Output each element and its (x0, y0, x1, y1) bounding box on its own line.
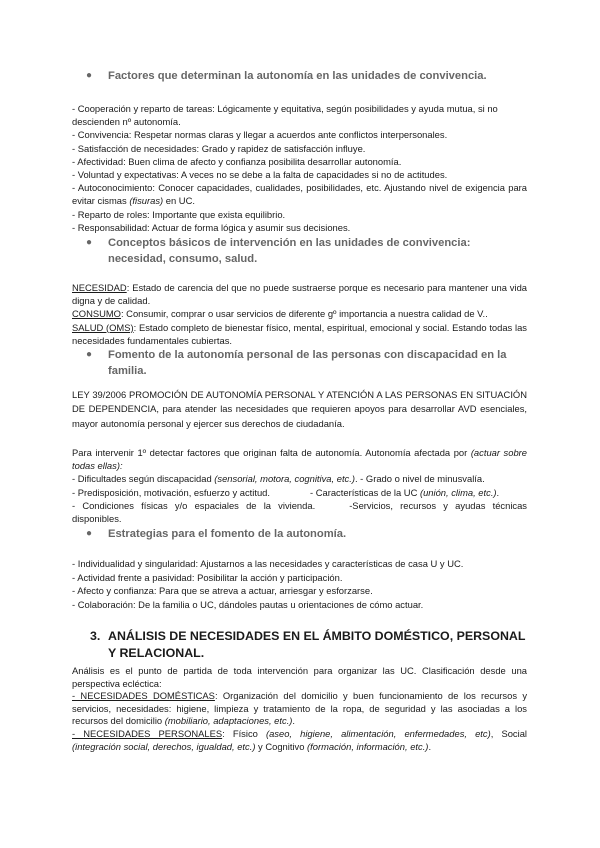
bullet-icon: ● (86, 349, 93, 360)
term: SALUD (OMS) (72, 321, 134, 333)
bullet-icon: ● (86, 237, 93, 248)
definition-text: y Cognitivo (255, 740, 308, 752)
definition-italic: (integración social, derechos, igualdad, etc.) (72, 740, 256, 752)
necesidades-personales (72, 728, 527, 753)
bullet-title: Factores que determinan la autonomía en las unidades de convivencia. (108, 70, 487, 82)
factor-text: -Servicios, recursos y ayudas técnicas disponibles. (72, 499, 527, 525)
list-item: - Convivencia: Respetar normas claras y llegar a acuerdos ante conflictos interpersonales. (72, 129, 448, 141)
definition-italic: (aseo, higiene, alimentación, enfermedades, etc) (265, 727, 491, 739)
list-item-italic: (fisuras) (129, 195, 164, 207)
necesidades-domesticas (72, 690, 527, 728)
definition-necesidad (72, 281, 527, 307)
definition-consumo (72, 307, 527, 320)
section-bullet-factores (88, 68, 518, 84)
definition-text: . (428, 740, 432, 752)
section-bullet-conceptos (88, 235, 518, 267)
heading-text: ANÁLISIS DE NECESIDADES EN EL ÁMBITO DOMÉSTICO, PERSONAL Y RELACIONAL. (108, 629, 526, 660)
factor-row (72, 486, 527, 499)
factor-text: - Predisposición, motivación, esfuerzo y actitud. (72, 486, 271, 498)
list-item (72, 181, 527, 207)
definition-text: : Organización del domicilio y buen funcionamiento de los recursos y servicios, necesidades: higiene, limpieza y tratamiento de la ropa, de seguridad y las asociadas a los recursos del domicilio (72, 690, 528, 727)
factor-italic: (sensorial, motora, cognitiva, etc.) (214, 473, 355, 485)
factor-row (72, 499, 527, 525)
section-bullet-fomento (88, 347, 518, 379)
term: NECESIDAD (72, 282, 127, 293)
term: - NECESIDADES DOMÉSTICAS (72, 690, 215, 702)
list-item: - Colaboración: De la familia o UC, dándoles pautas u orientaciones de cómo actuar. (72, 598, 424, 610)
heading-number: 3. (90, 629, 101, 643)
definition-italic: (formación, información, etc.) (307, 740, 429, 752)
section-heading (90, 628, 530, 662)
section-bullet-estrategias (88, 526, 518, 542)
definition-text: : Estado completo de bienestar físico, mental, espiritual, emocional y social. Estando todas las necesidades fundamentales cubiertas. (72, 321, 527, 346)
factor-text: . - Grado o nivel de minusvalía. (354, 473, 485, 485)
paragraph-italic: (actuar sobre todas ellas): (72, 447, 527, 472)
definition-salud (72, 321, 527, 347)
definiciones (72, 281, 527, 347)
list-item: - Voluntad y expectativas: A veces no se debe a la falta de capacidades si no de actitudes. (72, 169, 448, 181)
ley-paragraph: LEY 39/2006 PROMOCIÓN DE AUTONOMÍA PERSONAL Y ATENCIÓN A LAS PERSONAS EN SITUACIÓN DE DEPENDENCIA, para atender las necesidades que requieren apoyos para desarrollar AVD esenciales, mayor autonomía personal y ejercer sus derechos de ciudadanía. (72, 389, 527, 429)
factor-text: . (496, 486, 500, 498)
factor-italic: (unión, clima, etc.) (419, 486, 497, 498)
bullet-title: Estrategias para el fomento de la autonomía. (108, 528, 347, 540)
factor-text: - Características de la UC (310, 486, 420, 498)
list-item-text: en UC. (163, 195, 195, 207)
term: CONSUMO (72, 308, 121, 320)
list-item: - Responsabilidad: Actuar de forma lógica y asumir sus decisiones. (72, 221, 351, 233)
definition-text: : Consumir, comprar o usar servicios de diferente gº importancia a nuestra calidad de V.. (120, 308, 488, 320)
list-item: - Afecto y confianza: Para que se atreva a actuar, arriesgar y esforzarse. (72, 585, 373, 597)
definition-text: : Estado de carencia del que no puede sustraerse porque es necesario para mantener una vida digna y de calidad. (72, 282, 527, 307)
list-item: - Satisfacción de necesidades: Grado y rapidez de satisfacción influye. (72, 142, 366, 154)
term: - NECESIDADES PERSONALES (72, 727, 223, 739)
list-item: - Individualidad y singularidad: Ajustarnos a las necesidades y características de casa U y UC. (72, 558, 464, 569)
analisis-text: Análisis es el punto de partida de toda intervención para organizar las UC. Clasificación desde una perspectiva ecléctica: (72, 665, 527, 689)
bullet-icon: ● (86, 528, 93, 539)
definition-text: : Físico (222, 727, 266, 739)
definition-text: , Social (490, 727, 527, 739)
factor-row (72, 472, 527, 485)
factores-list (72, 102, 527, 234)
bullet-title: Conceptos básicos de intervención en las unidades de convivencia: necesidad, consumo, salud. (108, 237, 471, 265)
factor-text: - Condiciones físicas y/o espaciales de la vivienda. (72, 499, 316, 511)
definition-italic: (mobiliario, adaptaciones, etc.) (164, 715, 293, 727)
intervenir-text (72, 446, 527, 472)
analisis-paragraph (72, 665, 527, 753)
bullet-title: Fomento de la autonomía personal de las personas con discapacidad en la familia. (108, 349, 507, 377)
paragraph-text: Para intervenir 1º detectar factores que originan falta de autonomía. Autonomía afectada por (72, 447, 471, 458)
list-item-text: - Autoconocimiento: Conocer capacidades, cualidades, posibilidades, etc. Ajustando nivel de exigencia para evitar cismas (72, 182, 527, 207)
estrategias-list (72, 557, 527, 611)
bullet-icon: ● (86, 70, 93, 81)
intervenir-paragraph (72, 446, 527, 525)
list-item: - Actividad frente a pasividad: Posibilitar la acción y participación. (72, 571, 343, 583)
list-item: - Afectividad: Buen clima de afecto y confianza posibilita desarrollar autonomía. (72, 155, 402, 167)
factor-text: - Dificultades según discapacidad (72, 473, 215, 485)
definition-text: . (292, 715, 296, 727)
list-item: - Cooperación y reparto de tareas: Lógicamente y equitativa, según posibilidades y ayuda mutua, si no descienden nº autonomía. (72, 103, 498, 128)
list-item: - Reparto de roles: Importante que exista equilibrio. (72, 208, 286, 220)
